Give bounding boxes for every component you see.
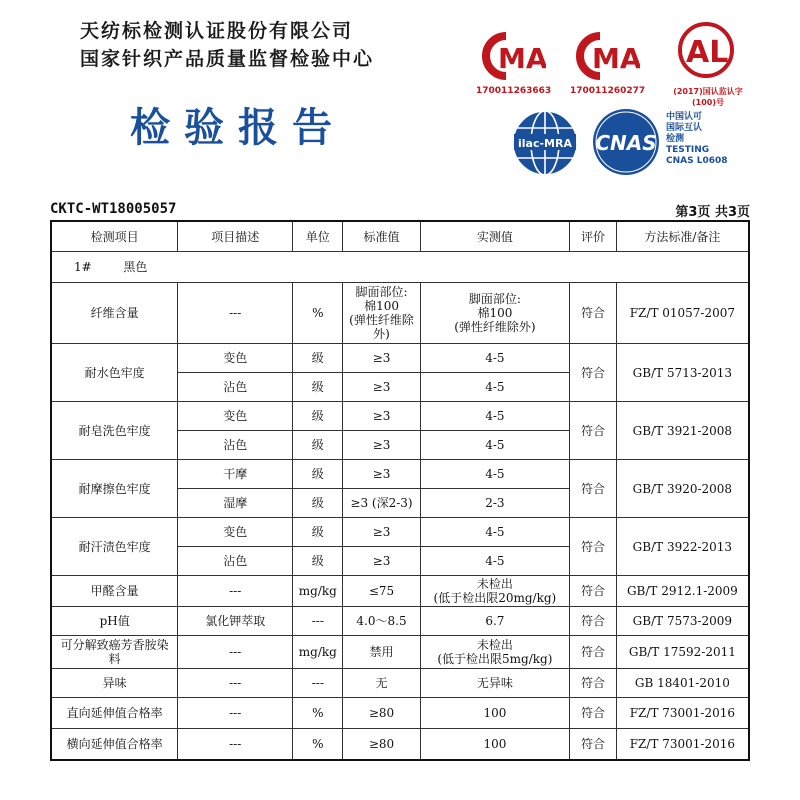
soap-unit-2: 级 <box>293 431 343 460</box>
table-row <box>51 576 749 607</box>
cnas-label: CNAS <box>595 131 657 155</box>
odor-actual: 无异味 <box>420 669 570 698</box>
table-row <box>51 636 749 669</box>
cnas-cn2: 国际互认 <box>666 123 703 133</box>
report-table <box>50 220 750 761</box>
water-eval: 符合 <box>570 344 617 402</box>
sample-cell <box>51 252 749 283</box>
table-row <box>51 344 749 373</box>
soap-eval: 符合 <box>570 402 617 460</box>
rub-std-2: ≥3 (深2-3) <box>343 489 420 518</box>
sample-row <box>51 252 749 283</box>
water-std-1: ≥3 <box>343 344 420 373</box>
table-row <box>51 402 749 431</box>
azo-actual-2: (低于检出限5mg/kg) <box>437 652 553 666</box>
table-row <box>51 460 749 489</box>
odor-item: 异味 <box>51 669 178 698</box>
straight-item: 直向延伸值合格率 <box>51 698 178 729</box>
cnas-en1: TESTING <box>666 145 710 155</box>
transverse-eval: 符合 <box>570 729 617 761</box>
water-actual-1: 4-5 <box>420 344 570 373</box>
water-desc-2: 沾色 <box>178 373 293 402</box>
fiber-actual <box>420 283 570 344</box>
water-item: 耐水色牢度 <box>51 344 178 402</box>
sample-id: 1# <box>74 260 92 274</box>
ilac-mra-logo <box>508 106 582 184</box>
azo-item <box>51 636 178 669</box>
header-method: 方法标准/备注 <box>616 221 749 252</box>
formaldehyde-desc: --- <box>178 576 293 607</box>
sweat-desc-2: 沾色 <box>178 547 293 576</box>
straight-std: ≥80 <box>343 698 420 729</box>
sweat-actual-1: 4-5 <box>420 518 570 547</box>
rub-desc-2: 湿摩 <box>178 489 293 518</box>
fiber-actual-1: 脚面部位: <box>468 292 521 306</box>
rub-unit-2: 级 <box>293 489 343 518</box>
ilac-label: ilac-MRA <box>518 137 572 150</box>
soap-item: 耐皂洗色牢度 <box>51 402 178 460</box>
water-actual-2: 4-5 <box>420 373 570 402</box>
rub-method: GB/T 3920-2008 <box>616 460 749 518</box>
rub-desc-1: 干摩 <box>178 460 293 489</box>
formaldehyde-actual-2: (低于检出限20mg/kg) <box>433 591 557 605</box>
cnas-logo <box>588 104 664 184</box>
fiber-std-4: 外) <box>373 327 390 341</box>
odor-unit: --- <box>293 669 343 698</box>
cal-label: AL <box>686 35 729 70</box>
cnas-icon <box>588 104 664 180</box>
cma-number-1: 170011263663 <box>476 86 552 96</box>
azo-item-2: 料 <box>108 652 121 666</box>
odor-desc: --- <box>178 669 293 698</box>
azo-std: 禁用 <box>343 636 420 669</box>
cnas-cn3: 检测 <box>666 134 685 144</box>
ph-desc: 氯化钾萃取 <box>178 607 293 636</box>
sweat-unit-2: 级 <box>293 547 343 576</box>
odor-std: 无 <box>343 669 420 698</box>
cal-caption: (2017)国认监认字(100)号 <box>673 87 743 107</box>
sweat-method: GB/T 3922-2013 <box>616 518 749 576</box>
formaldehyde-std: ≤75 <box>343 576 420 607</box>
transverse-desc: --- <box>178 729 293 761</box>
cma-icon <box>476 30 546 82</box>
table-row <box>51 607 749 636</box>
formaldehyde-eval: 符合 <box>570 576 617 607</box>
cal-icon <box>668 18 748 82</box>
fiber-actual-2: 棉100 <box>477 306 513 320</box>
straight-method: FZ/T 73001-2016 <box>616 698 749 729</box>
cma-label: MA <box>592 42 640 75</box>
fiber-actual-3: (弹性纤维除外) <box>454 320 536 334</box>
fiber-standard <box>343 283 420 344</box>
odor-eval: 符合 <box>570 669 617 698</box>
water-method: GB/T 5713-2013 <box>616 344 749 402</box>
ph-std: 4.0～8.5 <box>343 607 420 636</box>
page-info: 第3页 共3页 <box>675 205 750 220</box>
transverse-std: ≥80 <box>343 729 420 761</box>
rub-std-1: ≥3 <box>343 460 420 489</box>
table-header-row <box>51 221 749 252</box>
header-unit: 单位 <box>293 221 343 252</box>
table-row <box>51 518 749 547</box>
rub-eval: 符合 <box>570 460 617 518</box>
fiber-std-2: 棉100 <box>364 299 399 313</box>
azo-unit: mg/kg <box>293 636 343 669</box>
ph-eval: 符合 <box>570 607 617 636</box>
sweat-desc-1: 变色 <box>178 518 293 547</box>
fiber-item: 纤维含量 <box>51 283 178 344</box>
rub-actual-2: 2-3 <box>420 489 570 518</box>
fiber-std-3: (弹性纤维除 <box>349 313 414 327</box>
table-row <box>51 729 749 761</box>
soap-unit-1: 级 <box>293 402 343 431</box>
water-std-2: ≥3 <box>343 373 420 402</box>
soap-desc-1: 变色 <box>178 402 293 431</box>
globe-icon <box>508 106 582 180</box>
table-row <box>51 698 749 729</box>
formaldehyde-actual <box>420 576 570 607</box>
cal-logo <box>668 18 748 108</box>
report-number: CKTC-WT18005057 <box>50 201 177 217</box>
org-name-line1: 天纺标检测认证股份有限公司 <box>80 20 354 42</box>
transverse-method: FZ/T 73001-2016 <box>616 729 749 761</box>
fiber-unit: % <box>293 283 343 344</box>
sweat-actual-2: 4-5 <box>420 547 570 576</box>
ph-item: pH值 <box>51 607 178 636</box>
water-desc-1: 变色 <box>178 344 293 373</box>
fiber-eval: 符合 <box>570 283 617 344</box>
sweat-eval: 符合 <box>570 518 617 576</box>
azo-actual <box>420 636 570 669</box>
cnas-en2: CNAS L0608 <box>666 156 728 166</box>
soap-std-1: ≥3 <box>343 402 420 431</box>
formaldehyde-unit: mg/kg <box>293 576 343 607</box>
fiber-desc: --- <box>178 283 293 344</box>
fiber-method: FZ/T 01057-2007 <box>616 283 749 344</box>
sweat-item: 耐汗渍色牢度 <box>51 518 178 576</box>
azo-actual-1: 未检出 <box>476 638 513 652</box>
straight-desc: --- <box>178 698 293 729</box>
cnas-cn1: 中国认可 <box>666 112 703 122</box>
sweat-unit-1: 级 <box>293 518 343 547</box>
water-unit-1: 级 <box>293 344 343 373</box>
straight-unit: % <box>293 698 343 729</box>
azo-item-1: 可分解致癌芳香胺染 <box>60 638 169 652</box>
transverse-item: 横向延伸值合格率 <box>51 729 178 761</box>
table-row <box>51 283 749 344</box>
header-item: 检测项目 <box>51 221 178 252</box>
odor-method: GB 18401-2010 <box>616 669 749 698</box>
straight-eval: 符合 <box>570 698 617 729</box>
rub-actual-1: 4-5 <box>420 460 570 489</box>
org-name-line2: 国家针织产品质量监督检验中心 <box>80 48 375 70</box>
rub-unit-1: 级 <box>293 460 343 489</box>
transverse-actual: 100 <box>420 729 570 761</box>
sample-color: 黑色 <box>123 260 148 274</box>
ph-method: GB/T 7573-2009 <box>616 607 749 636</box>
water-unit-2: 级 <box>293 373 343 402</box>
soap-actual-2: 4-5 <box>420 431 570 460</box>
azo-method: GB/T 17592-2011 <box>616 636 749 669</box>
header-eval: 评价 <box>570 221 617 252</box>
cma-icon <box>570 30 640 82</box>
transverse-unit: % <box>293 729 343 761</box>
header-desc: 项目描述 <box>178 221 293 252</box>
table-row <box>51 669 749 698</box>
header-standard: 标准值 <box>343 221 420 252</box>
formaldehyde-actual-1: 未检出 <box>476 577 513 591</box>
formaldehyde-item: 甲醛含量 <box>51 576 178 607</box>
cma-logo-1 <box>476 30 552 96</box>
ph-actual: 6.7 <box>420 607 570 636</box>
soap-method: GB/T 3921-2008 <box>616 402 749 460</box>
straight-actual: 100 <box>420 698 570 729</box>
cnas-caption <box>666 112 728 167</box>
fiber-std-1: 脚面部位: <box>355 285 408 299</box>
azo-desc: --- <box>178 636 293 669</box>
cma-number-2: 170011260277 <box>570 86 646 96</box>
header-actual: 实测值 <box>420 221 570 252</box>
cma-label: MA <box>498 42 546 75</box>
soap-desc-2: 沾色 <box>178 431 293 460</box>
azo-eval: 符合 <box>570 636 617 669</box>
ph-unit: --- <box>293 607 343 636</box>
soap-std-2: ≥3 <box>343 431 420 460</box>
formaldehyde-method: GB/T 2912.1-2009 <box>616 576 749 607</box>
sweat-std-1: ≥3 <box>343 518 420 547</box>
soap-actual-1: 4-5 <box>420 402 570 431</box>
sweat-std-2: ≥3 <box>343 547 420 576</box>
rub-item: 耐摩擦色牢度 <box>51 460 178 518</box>
cma-logo-2 <box>570 30 646 96</box>
report-title: 检验报告 <box>130 104 346 151</box>
